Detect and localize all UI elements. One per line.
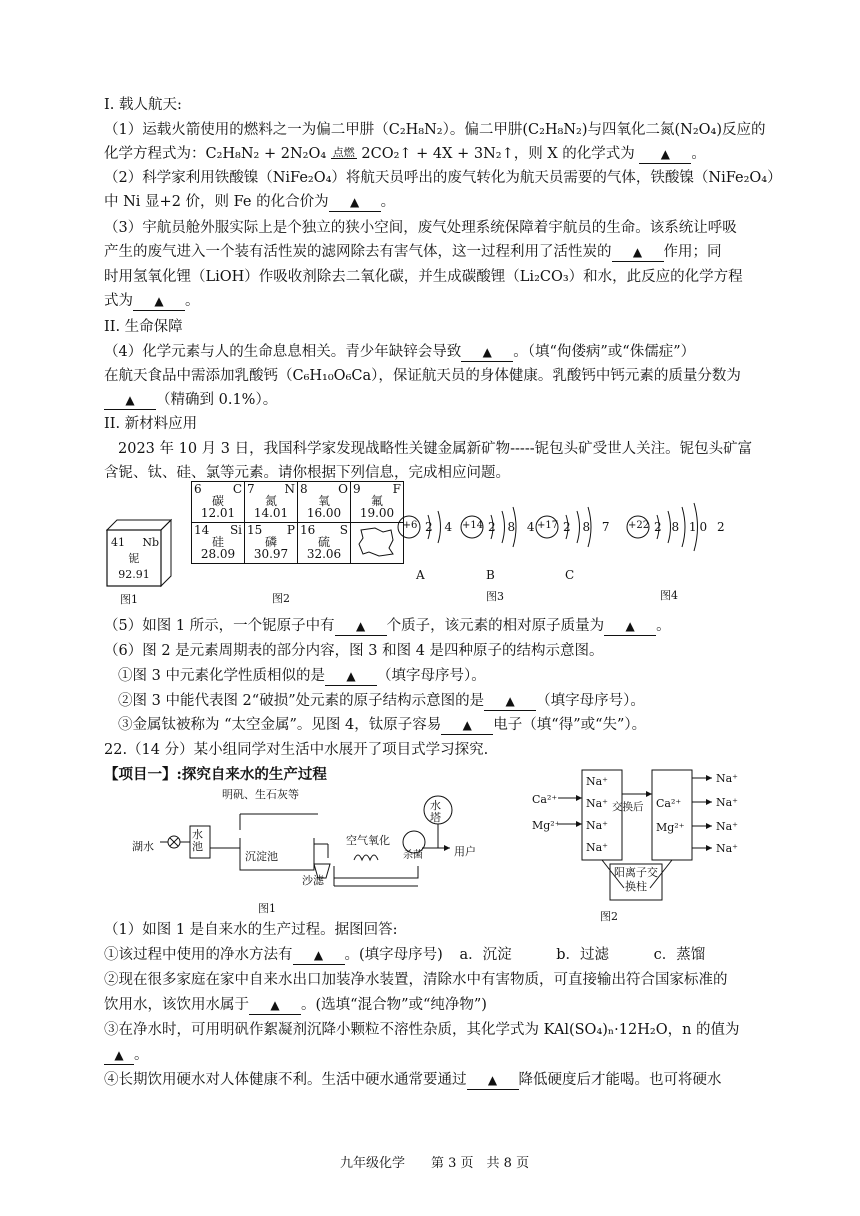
label-sand-filter: 沙滤 [302,874,324,887]
section-title-3: II. 新材料应用 [104,416,198,432]
atom-ti-core: +22 [628,520,650,531]
label-na-out-3: Na⁺ [716,820,738,833]
q1-line1: （1）运载火箭使用的燃料之一为偏二甲肼（C₂H₈N₂）。偏二甲肼(C₂H₈N₂)与四氧化二氮(N₂O₄)反应的 [104,122,766,138]
pt-cell-n: 7 N 氮 14.01 [245,482,298,523]
pt-cell-o: 8 O 氧 16.00 [298,482,351,523]
p1-item2-line2: 饮用水，该饮用水属于 ▲ 。(选填“混合物”或“纯净物”) [104,997,487,1013]
answer-blank-6[interactable]: ▲ [104,391,156,410]
answer-blank-2[interactable]: ▲ [329,193,381,212]
label-na-2: Na⁺ [586,797,608,810]
option-a: a．沉淀 [459,947,512,963]
fig4-caption: 图4 [660,589,678,602]
label-after-exchange: 交换后 [612,801,644,813]
answer-blank-9[interactable]: ▲ [325,667,377,686]
label-mg-after: Mg²⁺ [656,821,685,834]
option-c: c．蒸馏 [653,947,706,963]
q3-line2: 产生的废气进入一个装有活性炭的滤网除去有害气体，这一过程利用了活性炭的 ▲ 作用；同 [104,244,722,260]
label-na-4: Na⁺ [586,841,608,854]
answer-blank-14[interactable]: ▲ [104,1046,134,1065]
fig3-caption: 图3 [486,590,504,603]
section-title-2: II. 生命保障 [104,319,183,335]
answer-blank-3[interactable]: ▲ [612,243,664,262]
label-user: 用户 [454,845,476,858]
atom-a-label: A [416,568,425,582]
label-additive: 明矾、生石灰等 [222,788,299,801]
atom-c-core: +17 [537,520,559,531]
nb-mass: 92.91 [118,568,150,581]
label-lake: 湖水 [132,840,154,853]
fig1-caption: 图1 [120,593,138,606]
q3-line3: 时用氢氧化锂（LiOH）作吸收剂除去二氧化碳，并生成碳酸锂（Li₂CO₃）和水，此反应的化学方程 [104,269,743,285]
fig2-caption: 图2 [272,592,290,605]
answer-blank-10[interactable]: ▲ [484,692,536,711]
atom-c-shells: 2 8 7 [563,520,614,534]
intro-line1: 2023 年 10 月 3 日，我国科学家发现战略性关键金属新矿物-----铌包头矿受世人关注。铌包头矿富 [118,441,753,457]
q4-line3: ▲ （精确到 0.1%）。 [104,391,277,410]
q6-line0: （6）图 2 是元素周期表的部分内容，图 3 和图 4 是四种原子的结构示意图。 [104,643,604,659]
label-na-3: Na⁺ [586,819,608,832]
answer-blank-1[interactable]: ▲ [639,145,691,164]
label-sterilize: 杀菌 [403,850,423,861]
pt-cell-c: 6 C 碳 12.01 [192,482,245,523]
periodic-table-fragment [191,481,404,564]
label-air-oxidation: 空气氧化 [346,834,390,847]
atom-a-core: +6 [402,520,418,531]
answer-blank-4[interactable]: ▲ [133,292,185,311]
answer-blank-5[interactable]: ▲ [461,343,513,362]
label-sediment: 沉淀池 [245,850,278,863]
atom-a-shells: 2 4 [425,520,457,534]
fig-water-2-caption: 图2 [600,910,618,923]
option-b: b．过滤 [556,947,609,963]
atom-b-shells: 2 8 4 [488,520,539,534]
q3-line4: 式为 ▲ 。 [104,293,200,309]
pt-cell-f: 9 F 氟 19.00 [351,482,404,523]
atom-b-label: B [486,568,495,582]
label-na-1: Na⁺ [586,775,608,788]
fig-water-1-caption: 图1 [258,902,276,915]
label-na-out-4: Na⁺ [716,842,738,855]
q2-line2: 中 Ni 显+2 价，则 Fe 的化合价为 ▲ 。 [104,194,396,210]
section-title-1: I. 载人航天: [104,97,182,113]
pt-cell-s: 16 S 硫 32.06 [298,523,351,564]
p1-intro: （1）如图 1 是自来水的生产过程。据图回答: [104,922,398,938]
intro-line2: 含铌、钛、硅、氯等元素。请你根据下列信息，完成相应问题。 [104,465,510,481]
label-pool: 水池 [192,828,203,853]
q3-line1: （3）宇航员舱外服实际上是个独立的狭小空间，废气处理系统保障着宇航员的生命。该系统让呼吸 [104,220,737,236]
q22-title: 22.（14 分）某小组同学对生活中水展开了项目式学习探究. [104,742,489,758]
label-water-tower: 水塔 [430,799,441,824]
q2-line1: （2）科学家利用铁酸镍（NiFe₂O₄）将航天员呼出的废气转化为航天员需要的气体，铁酸镍（NiFe₂O₄） [104,170,782,186]
p1-item2-line1: ②现在很多家庭在家中自来水出口加装净水装置，清除水中有害物质，可直接输出符合国家标准的 [104,972,728,988]
nb-number: 41 [111,536,125,549]
p1-item4: ④长期饮用硬水对人体健康不利。生活中硬水通常要通过 ▲ 降低硬度后才能喝。也可将硬水 [104,1072,722,1088]
answer-blank-8[interactable]: ▲ [604,617,656,636]
atom-structure-diagrams [392,495,712,595]
niobium-element-card [106,518,172,588]
project1-heading: 【项目一】:探究自来水的生产过程 [104,766,327,783]
reaction-condition: 点燃 [332,146,355,159]
p1-item1: ①该过程中使用的净水方法有 ▲ 。(填字母序号) a．沉淀 b．过滤 c．蒸馏 [104,947,706,963]
label-ca-after: Ca²⁺ [656,797,682,810]
pt-cell-si: 14 Si 硅 28.09 [192,523,245,564]
label-ca-ion: Ca²⁺ [532,793,558,806]
atom-b-core: +14 [462,520,484,531]
nb-name: 铌 [128,552,140,565]
p1-item3-line2: ▲ 。 [104,1046,149,1065]
label-cation-column: 阳离子交换柱 [614,866,658,893]
pt-cell-p: 15 P 磷 30.97 [245,523,298,564]
q4-line1: （4）化学元素与人的生命息息相关。青少年缺锌会导致 ▲ 。（填“佝偻病”或“侏儒症”） [104,344,696,360]
q4-line2: 在航天食品中需添加乳酸钙（C₆H₁₀O₆Ca），保证航天员的身体健康。乳酸钙中钙元素的质量分数为 [104,368,741,384]
label-na-out-2: Na⁺ [716,796,738,809]
atom-c-label: C [565,568,575,582]
page-footer: 九年级化学 第 3 页 共 8 页 [340,1156,530,1171]
q6-line1: ①图 3 中元素化学性质相似的是 ▲ （填字母序号）。 [118,668,486,684]
label-na-out-1: Na⁺ [716,772,738,785]
q6-line2: ②图 3 中能代表图 2“破损”处元素的原子结构示意图的是 ▲ （填字母序号）。 [118,693,645,709]
answer-blank-11[interactable]: ▲ [441,716,493,735]
atom-ti-shells: 2 8 10 2 [654,520,728,534]
label-mg-ion: Mg²⁺ [532,819,561,832]
p1-item3-line1: ③在净水时，可用明矾作絮凝剂沉降小颗粒不溶性杂质，其化学式为 KAl(SO₄)ₙ·12H₂O，n 的值为 [104,1022,740,1038]
answer-blank-12[interactable]: ▲ [293,946,345,965]
nb-symbol: Nb [142,536,159,549]
answer-blank-13[interactable]: ▲ [249,996,301,1015]
answer-blank-7[interactable]: ▲ [335,617,387,636]
q5-line: （5）如图 1 所示，一个铌原子中有 ▲ 个质子，该元素的相对原子质量为 ▲ 。 [104,618,671,634]
q6-line3: ③金属钛被称为 “太空金属”。见图 4，钛原子容易 ▲ 电子（填“得”或“失”）。 [118,717,647,733]
q1-line2: 化学方程式为：C₂H₈N₂ + 2N₂O₄ 点燃 2CO₂↑ + 4X + 3N₂↑，则 X 的化学式为 ▲ 。 [104,146,706,162]
answer-blank-15[interactable]: ▲ [467,1071,519,1090]
